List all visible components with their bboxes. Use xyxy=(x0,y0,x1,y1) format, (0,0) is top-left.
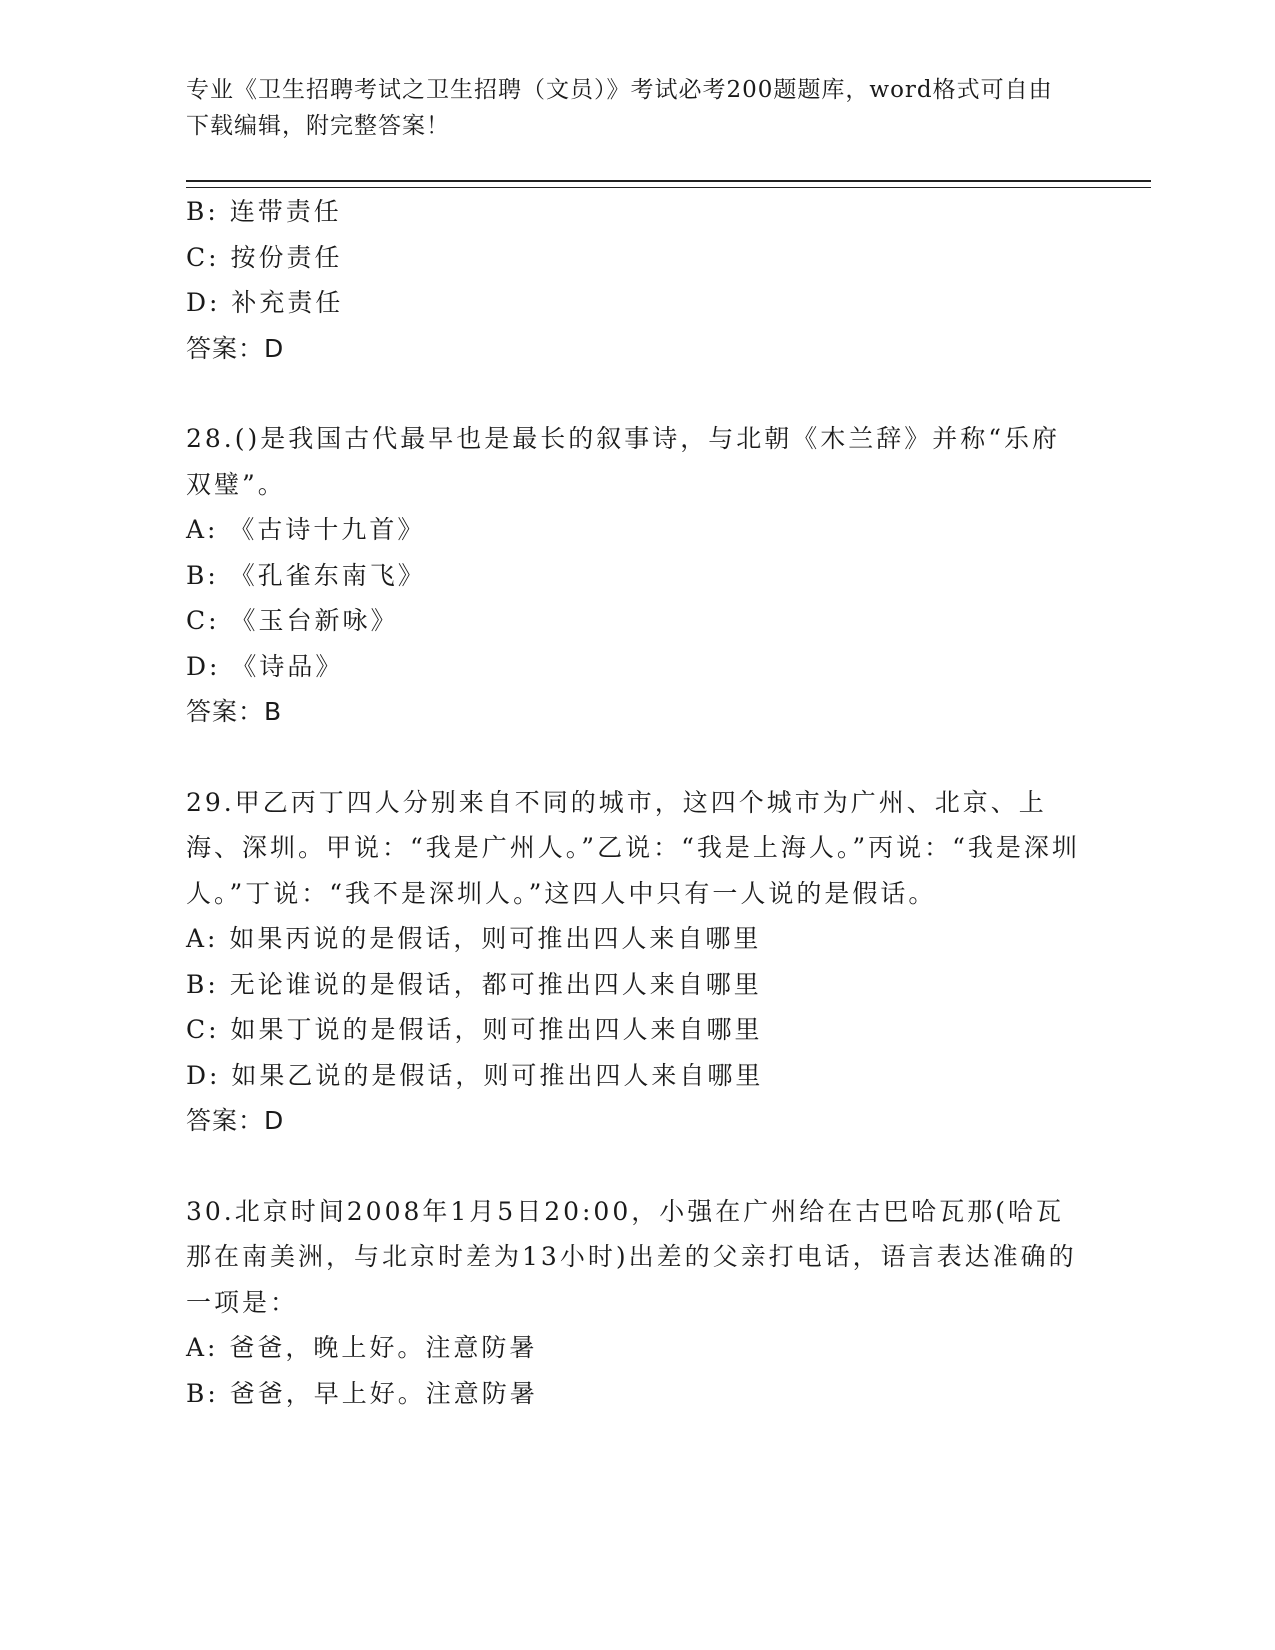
question-28 xyxy=(186,416,1086,735)
page-header: 专业《卫生招聘考试之卫生招聘（文员）》考试必考200题题库，word格式可自由下载编辑，附完整答案！ xyxy=(186,77,1053,139)
question-text: 28.()是我国古代最早也是最长的叙事诗，与北朝《木兰辞》并称“乐府双璧”。 xyxy=(186,424,1061,499)
question-list xyxy=(186,189,1086,1416)
question-text: 29.甲乙丙丁四人分别来自不同的城市，这四个城市为广州、北京、上海、深圳。甲说：“我是广州人。”乙说：“我是上海人。”丙说：“我是深圳人。”丁说：“我不是深圳人。”这四人中只有一人说的是假话。 xyxy=(186,787,1080,908)
question-27 xyxy=(186,189,1086,371)
option-b: B: 爸爸，早上好。注意防暑 xyxy=(186,1378,538,1408)
answer: 答案：B xyxy=(186,697,283,726)
question-text: 30.北京时间2008年1月5日20:00，小强在广州给在古巴哈瓦那(哈瓦那在南美洲，与北京时差为13小时)出差的父亲打电话，语言表达准确的一项是： xyxy=(186,1196,1077,1317)
option-b: B: 《孔雀东南飞》 xyxy=(186,560,426,590)
header-divider xyxy=(186,180,1151,188)
option-a: A: 《古诗十九首》 xyxy=(186,515,426,544)
option-d: D: 补充责任 xyxy=(186,288,344,317)
option-b: B: 无论谁说的是假话，都可推出四人来自哪里 xyxy=(186,969,762,999)
option-c: C: 按份责任 xyxy=(186,242,343,272)
option-d: D: 《诗品》 xyxy=(186,651,344,681)
option-a: A: 爸爸，晚上好。注意防暑 xyxy=(186,1333,538,1362)
option-c: C: 如果丁说的是假话，则可推出四人来自哪里 xyxy=(186,1015,763,1044)
option-b: B: 连带责任 xyxy=(186,197,342,226)
option-a: A: 如果丙说的是假话，则可推出四人来自哪里 xyxy=(186,924,762,953)
question-29 xyxy=(186,780,1086,1144)
question-30 xyxy=(186,1189,1086,1417)
option-d: D: 如果乙说的是假话，则可推出四人来自哪里 xyxy=(186,1060,764,1090)
option-c: C: 《玉台新咏》 xyxy=(186,606,399,635)
answer: 答案：D xyxy=(186,1106,285,1135)
answer: 答案：D xyxy=(186,333,285,363)
